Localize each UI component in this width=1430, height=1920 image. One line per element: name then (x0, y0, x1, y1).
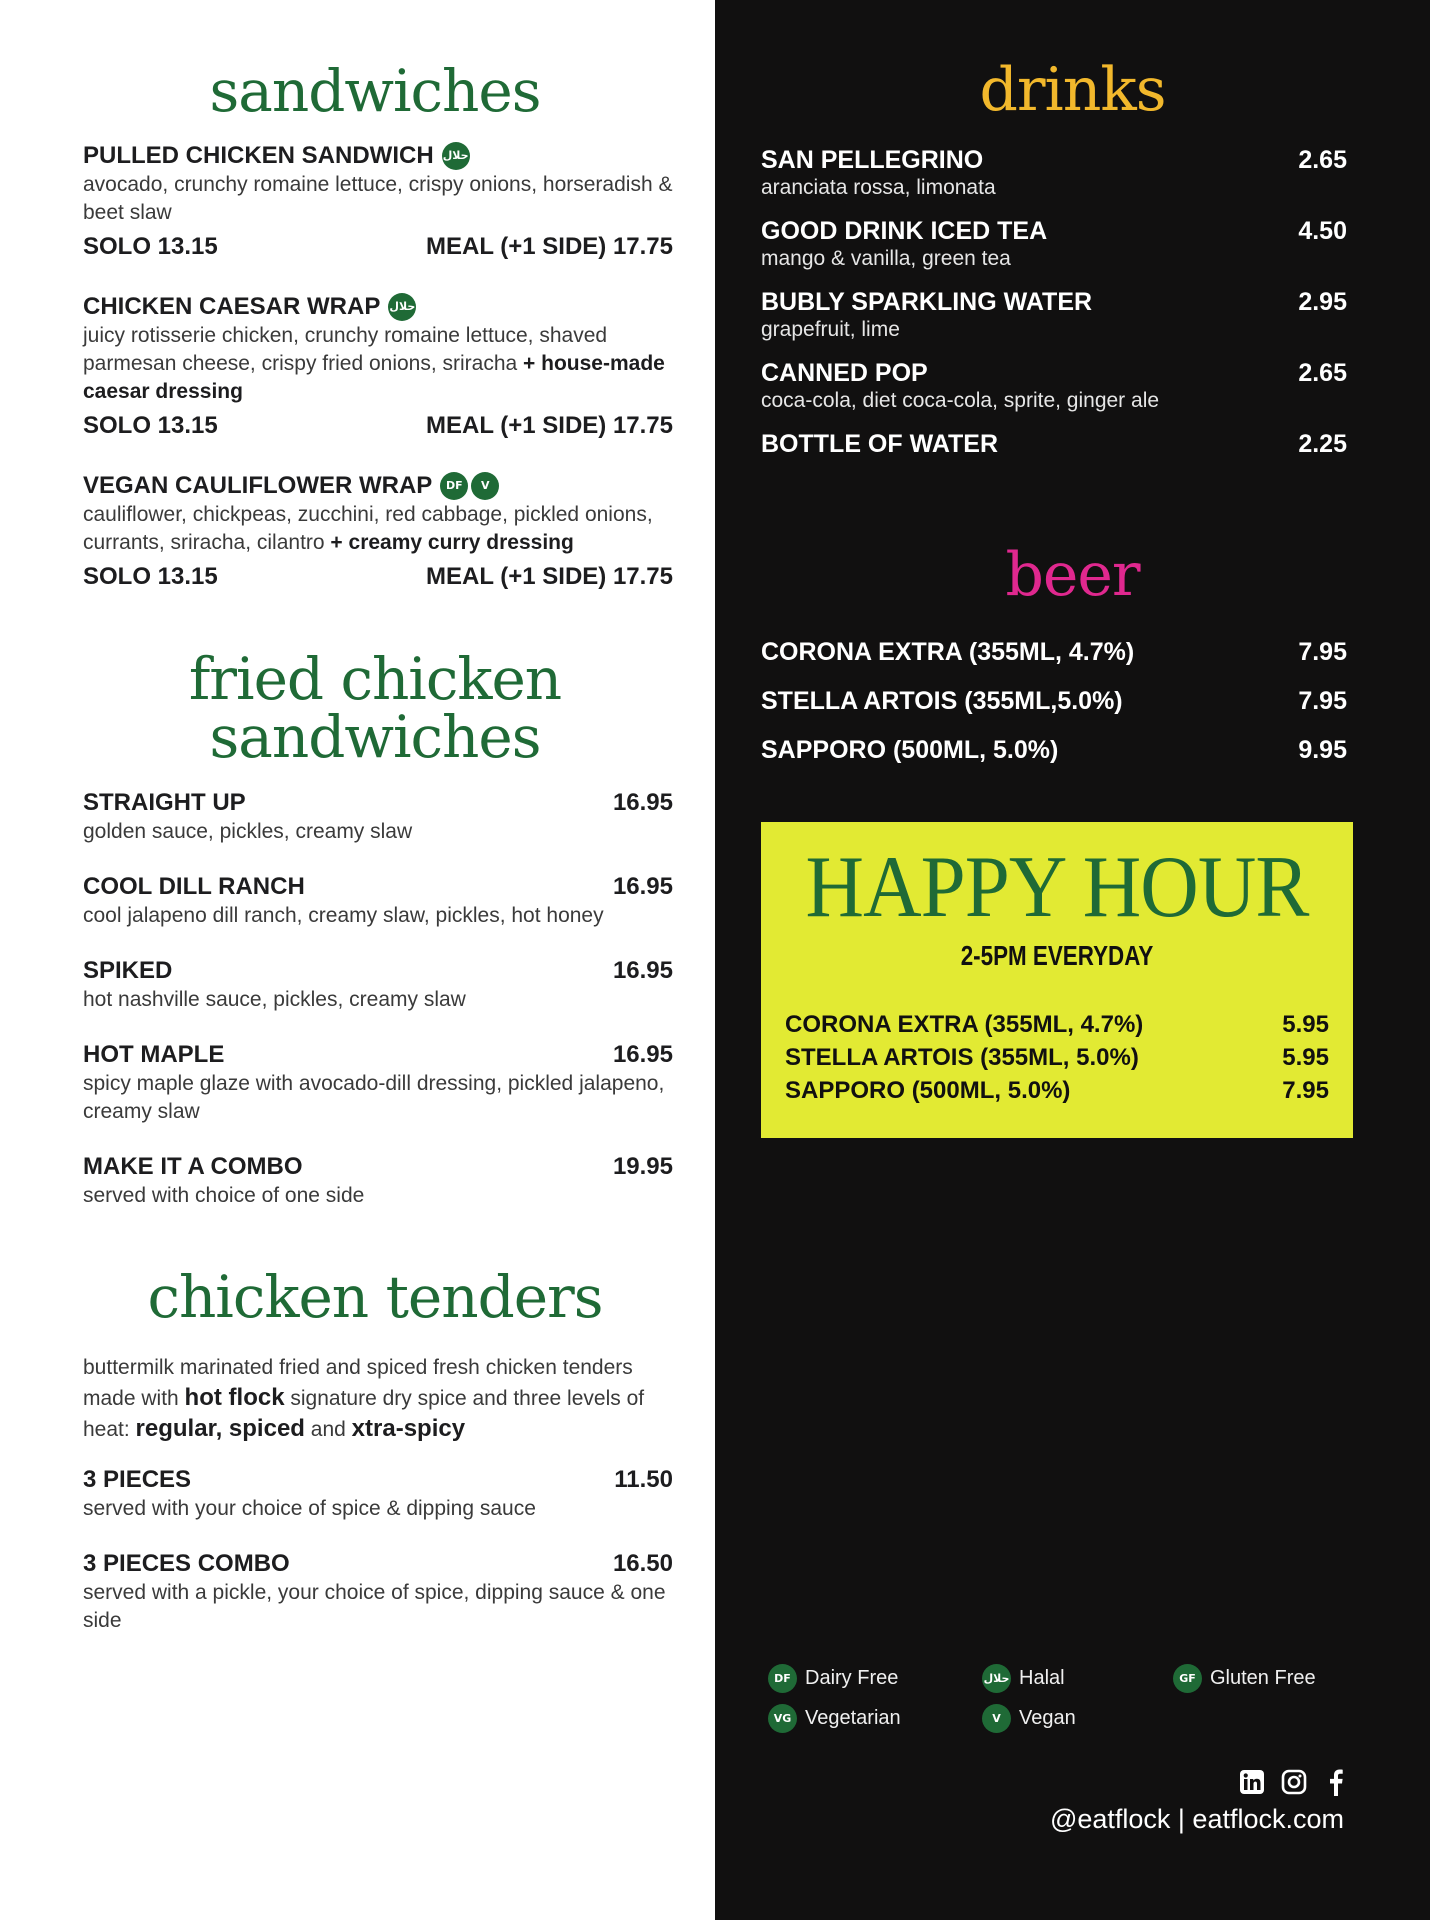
beer-price: 7.95 (1298, 638, 1347, 666)
legend-halal (982, 1664, 1065, 1693)
item-name: 3 PIECES COMBO (83, 1550, 290, 1577)
happy-hour-item: CORONA EXTRA (355ML, 4.7%) 5.95 (785, 1011, 1329, 1038)
item-name: VEGAN CAULIFLOWER WRAP (83, 472, 433, 499)
meal-price: MEAL (+1 SIDE) 17.75 (426, 412, 673, 439)
item-description: avocado, crunchy romaine lettuce, crispy onions, horseradish & beet slaw (83, 173, 673, 224)
meal-price: MEAL (+1 SIDE) 17.75 (426, 233, 673, 260)
item-price: 19.95 (612, 1153, 673, 1180)
vegan-icon: V (471, 472, 499, 500)
halal-icon: حلال (982, 1664, 1011, 1693)
drink-item (761, 358, 1347, 414)
price-row (83, 410, 673, 442)
menu-item-make-it-a-combo (83, 1152, 673, 1210)
fried-chicken-heading: fried chicken sandwiches (188, 645, 562, 771)
drink-flavours: grapefruit, lime (761, 318, 900, 341)
facebook-icon[interactable] (1322, 1768, 1350, 1796)
chicken-tenders-intro: buttermilk marinated fried and spiced fresh chicken tenders made with hot flock signature dry spice and three levels of heat: regular, spiced and xtra-spicy (83, 1356, 645, 1442)
chicken-tenders-heading: chicken tenders (147, 1263, 603, 1331)
meal-price: MEAL (+1 SIDE) 17.75 (426, 563, 673, 590)
drink-item (761, 429, 1347, 459)
item-description: cool jalapeno dill ranch, creamy slaw, pickles, hot honey (83, 904, 604, 927)
legend-label: Vegan (1019, 1707, 1076, 1729)
menu-item-3-pieces-combo (83, 1549, 673, 1635)
happy-hour-times: 2-5PM EVERYDAY (960, 940, 1154, 971)
sandwiches-heading: sandwiches (209, 57, 541, 125)
menu-item-pulled-chicken (83, 141, 673, 263)
menu-item-straight-up (83, 788, 673, 846)
item-name: SPIKED (83, 957, 173, 984)
legend-label: Gluten Free (1210, 1667, 1316, 1689)
happy-hour-list (785, 1008, 1329, 1107)
halal-icon: حلال (388, 293, 416, 321)
drink-name: CANNED POP (761, 359, 928, 387)
item-price: 16.95 (612, 789, 673, 816)
happy-hour-title: HAPPY HOUR (805, 839, 1309, 936)
drink-flavours: mango & vanilla, green tea (761, 247, 1011, 270)
price-row (83, 561, 673, 593)
happy-hour-box (761, 822, 1353, 1138)
beer-name: CORONA EXTRA (355ML, 4.7%) (761, 638, 1135, 666)
legend-label: Dairy Free (805, 1667, 899, 1689)
menu-item-hot-maple (83, 1040, 673, 1126)
drinks-heading: drinks (979, 55, 1166, 125)
drink-price: 4.50 (1298, 217, 1347, 245)
menu-item-cool-dill-ranch (83, 872, 673, 930)
drink-flavours: coca-cola, diet coca-cola, sprite, ginger ale (761, 389, 1160, 412)
item-description: golden sauce, pickles, creamy slaw (83, 820, 413, 843)
drink-item (761, 145, 1347, 201)
solo-price: SOLO 13.15 (83, 233, 218, 260)
beer-heading: beer (1005, 540, 1140, 610)
beer-name: SAPPORO (500ML, 5.0%) (761, 736, 1059, 764)
vegan-icon: V (982, 1704, 1011, 1733)
drink-name: SAN PELLEGRINO (761, 146, 984, 174)
beer-name: STELLA ARTOIS (355ML,5.0%) (761, 687, 1123, 715)
drink-price: 2.65 (1298, 146, 1347, 174)
beer-price: 7.95 (1298, 687, 1347, 715)
linkedin-icon[interactable] (1238, 1768, 1266, 1796)
item-description: juicy rotisserie chicken, crunchy romaine lettuce, shaved parmesan cheese, crispy fried onions, sriracha + house-made caesar dressing (83, 324, 665, 403)
item-price: 11.50 (614, 1466, 673, 1493)
item-name: CHICKEN CAESAR WRAP (83, 293, 381, 320)
legend-dairy-free (768, 1664, 898, 1693)
legend-vegan (982, 1704, 1076, 1733)
item-description: served with a pickle, your choice of spice, dipping sauce & one side (83, 1581, 666, 1632)
drink-name: BUBLY SPARKLING WATER (761, 288, 1093, 316)
drink-price: 2.65 (1298, 359, 1347, 387)
drinks-column (715, 0, 1430, 1920)
drink-item (761, 287, 1347, 343)
solo-price: SOLO 13.15 (83, 563, 218, 590)
drink-name: GOOD DRINK ICED TEA (761, 217, 1048, 245)
item-price: 16.95 (612, 957, 673, 984)
solo-price: SOLO 13.15 (83, 412, 218, 439)
legend-gluten-free (1173, 1664, 1316, 1693)
menu-item-chicken-caesar-wrap (83, 292, 673, 442)
drink-flavours: aranciata rossa, limonata (761, 176, 996, 199)
legend-label: Vegetarian (805, 1707, 901, 1729)
drink-item (761, 216, 1347, 272)
drink-price: 2.25 (1298, 430, 1347, 458)
dairy-free-icon: DF (440, 472, 468, 500)
item-description: cauliflower, chickpeas, zucchini, red cabbage, pickled onions, currants, sriracha, cilantro + creamy curry dressing (83, 503, 653, 554)
price-row (83, 231, 673, 263)
item-description: served with your choice of spice & dipping sauce (83, 1497, 536, 1520)
item-price: 16.95 (612, 1041, 673, 1068)
beer-item (761, 686, 1347, 716)
website-handle[interactable]: @eatflock | eatflock.com (1049, 1804, 1344, 1834)
dairy-free-icon: DF (768, 1664, 797, 1693)
item-name: 3 PIECES (83, 1466, 192, 1493)
item-name: HOT MAPLE (83, 1041, 225, 1068)
item-name-row (83, 141, 673, 171)
beer-price: 9.95 (1298, 736, 1347, 764)
menu-item-3-pieces (83, 1465, 673, 1523)
halal-icon: حلال (442, 142, 470, 170)
item-description: hot nashville sauce, pickles, creamy slaw (83, 988, 466, 1011)
happy-hour-item: STELLA ARTOIS (355ML, 5.0%) 5.95 (785, 1044, 1329, 1071)
item-price: 16.50 (612, 1550, 673, 1577)
drink-name: BOTTLE OF WATER (761, 430, 999, 458)
vegetarian-icon: VG (768, 1704, 797, 1733)
item-description: served with choice of one side (83, 1184, 365, 1207)
item-name: MAKE IT A COMBO (83, 1153, 303, 1180)
drink-price: 2.95 (1298, 288, 1347, 316)
item-description: spicy maple glaze with avocado-dill dressing, pickled jalapeno, creamy slaw (83, 1072, 665, 1123)
beer-item (761, 735, 1347, 765)
item-name-row (83, 471, 673, 501)
item-name: STRAIGHT UP (83, 789, 246, 816)
gluten-free-icon: GF (1173, 1664, 1202, 1693)
legend-label: Halal (1019, 1667, 1065, 1689)
legend-vegetarian (768, 1704, 901, 1733)
beer-item (761, 637, 1347, 667)
menu-item-vegan-cauliflower-wrap (83, 471, 673, 593)
instagram-icon[interactable] (1280, 1768, 1308, 1796)
item-name: PULLED CHICKEN SANDWICH (83, 142, 434, 169)
social-links (1238, 1768, 1350, 1796)
happy-hour-item: SAPPORO (500ML, 5.0%) 7.95 (785, 1077, 1329, 1104)
item-name-row (83, 292, 673, 322)
menu-item-spiked (83, 956, 673, 1014)
item-name: COOL DILL RANCH (83, 873, 305, 900)
item-price: 16.95 (612, 873, 673, 900)
